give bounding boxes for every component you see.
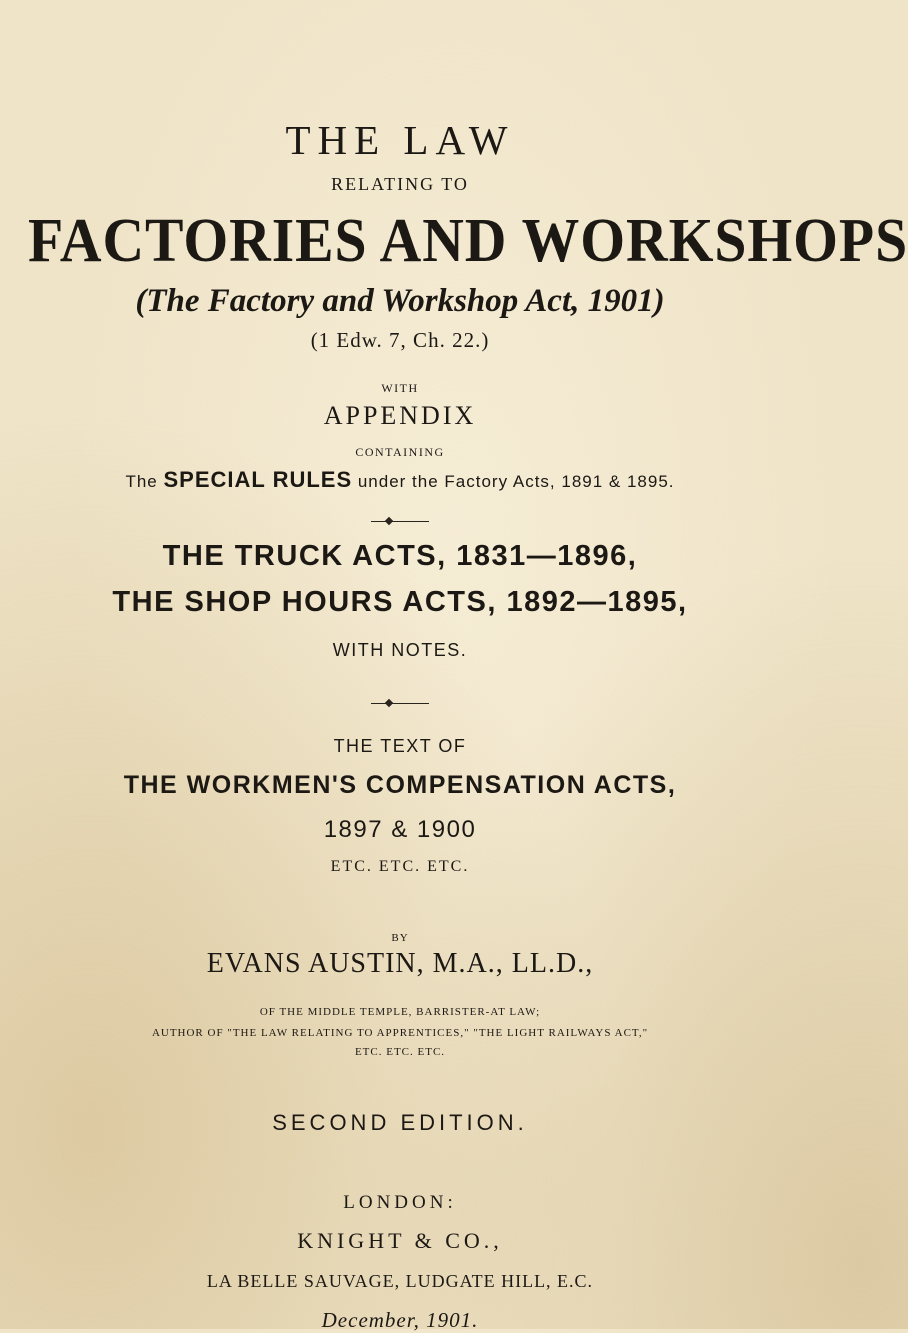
act-name: (The Factory and Workshop Act, 1901) — [135, 283, 665, 319]
appendix-heading: APPENDIX — [323, 401, 477, 430]
special-rules-line — [0, 467, 800, 493]
publication-date: December, 1901. — [321, 1308, 479, 1332]
divider-ornament-1 — [385, 517, 393, 525]
divider-rule-2 — [371, 703, 429, 704]
author-name: EVANS AUSTIN, M.A., LL.D., — [206, 948, 594, 979]
act-citation: (1 Edw. 7, Ch. 22.) — [310, 328, 490, 352]
author-description-2: AUTHOR OF "THE LAW RELATING TO APPRENTICES," "THE LIGHT RAILWAYS ACT," — [151, 1027, 649, 1039]
main-title: FACTORIES AND WORKSHOPS — [28, 207, 908, 275]
city-line: LONDON: — [343, 1192, 457, 1213]
workmen-acts-line: THE WORKMEN'S COMPENSATION ACTS, — [123, 771, 677, 799]
workmen-years-line: 1897 & 1900 — [323, 816, 477, 843]
divider-rule-1 — [371, 521, 429, 522]
author-description-1: OF THE MIDDLE TEMPLE, BARRISTER-AT LAW; — [259, 1006, 541, 1018]
publisher-name: KNIGHT & CO., — [297, 1228, 503, 1253]
special-rest: under the Factory Acts, 1891 & 1895. — [352, 472, 675, 491]
divider-ornament-2 — [385, 699, 393, 707]
etc-line-2: ETC. ETC. ETC. — [354, 1046, 446, 1058]
edition-line: SECOND EDITION. — [272, 1110, 528, 1135]
shop-hours-line: THE SHOP HOURS ACTS, 1892—1895, — [112, 586, 688, 618]
etc-line-1: ETC. ETC. ETC. — [330, 858, 470, 875]
special-rules: SPECIAL RULES — [163, 467, 353, 492]
relating-to-line: RELATING TO — [331, 174, 469, 194]
with-notes-line: WITH NOTES. — [332, 640, 468, 660]
text-of-line: THE TEXT OF — [333, 736, 467, 756]
containing-label: CONTAINING — [355, 445, 445, 459]
with-label: WITH — [381, 381, 419, 395]
truck-acts-line: THE TRUCK ACTS, 1831—1896, — [162, 540, 638, 572]
heading-the-law: THE LAW — [285, 117, 515, 163]
publisher-address: LA BELLE SAUVAGE, LUDGATE HILL, E.C. — [206, 1271, 594, 1291]
by-label: BY — [391, 932, 409, 944]
special-the: The — [125, 472, 164, 491]
